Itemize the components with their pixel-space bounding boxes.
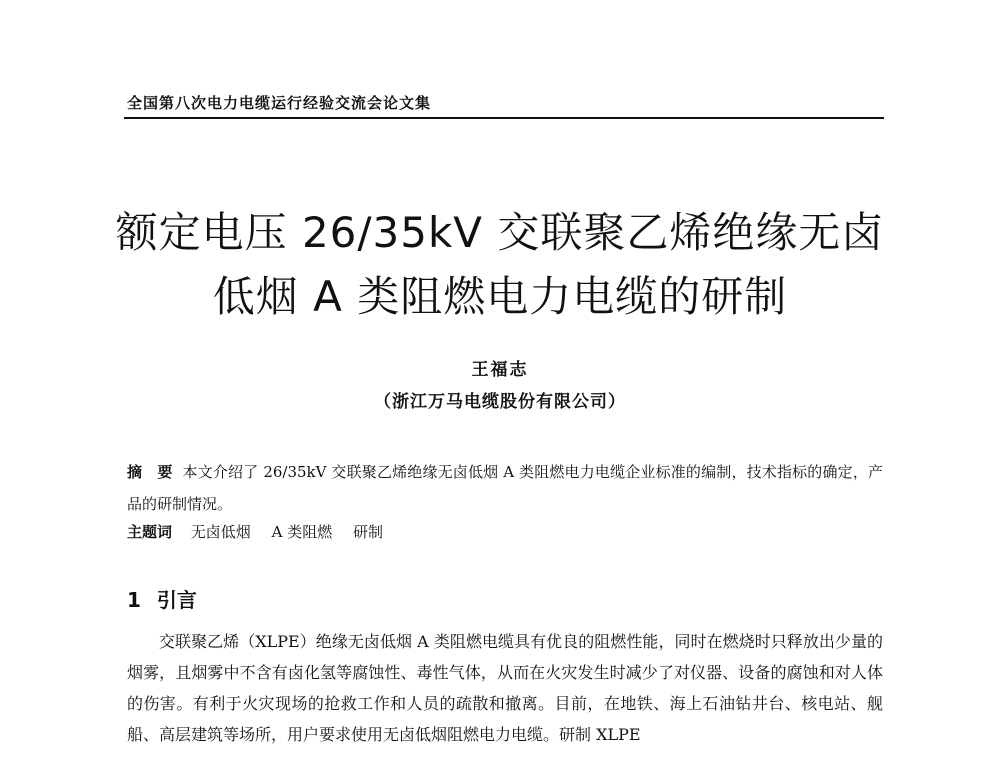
abstract-text: 本文介绍了 26/35kV 交联聚乙烯绝缘无卤低烟 A 类阻燃电力电缆企业标准的编制，技术指标的确定，产品的研制情况。	[127, 463, 883, 513]
section-number: 1	[127, 588, 141, 612]
body-paragraph: 交联聚乙烯（XLPE）绝缘无卤低烟 A 类阻燃电缆具有优良的阻燃性能，同时在燃烧时只释放出少量的烟雾，且烟雾中不含有卤化氢等腐蚀性、毒性气体，从而在火灾发生时减少了对仪器、设备的腐蚀和对人体的伤害。有利于火灾现场的抢救工作和人员的疏散和撤离。目前，在地铁、海上石油钻井台、核电站、舰船、高层建筑等场所，用户要求使用无卤低烟阻燃电力电缆。研制 XLPE	[127, 632, 883, 744]
paper-title-line-1: 额定电压 26/35kV 交联聚乙烯绝缘无卤	[115, 208, 885, 257]
keywords-label: 主题词	[127, 523, 173, 541]
header-rule	[124, 117, 884, 119]
section-heading	[127, 584, 197, 613]
keyword-item: 研制	[352, 523, 383, 541]
author-affiliation: （浙江万马电缆股份有限公司）	[374, 392, 626, 412]
paper-title-line-2: 低烟 A 类阻燃电力电缆的研制	[212, 272, 788, 321]
author-name: 王福志	[471, 360, 529, 380]
keyword-item: A 类阻燃	[271, 523, 333, 541]
abstract-label: 摘 要	[127, 463, 173, 481]
keyword-item: 无卤低烟	[190, 523, 251, 541]
abstract	[127, 456, 883, 520]
running-header: 全国第八次电力电缆运行经验交流会论文集	[127, 94, 432, 112]
section-title: 引言	[156, 588, 197, 612]
keywords	[127, 518, 883, 546]
